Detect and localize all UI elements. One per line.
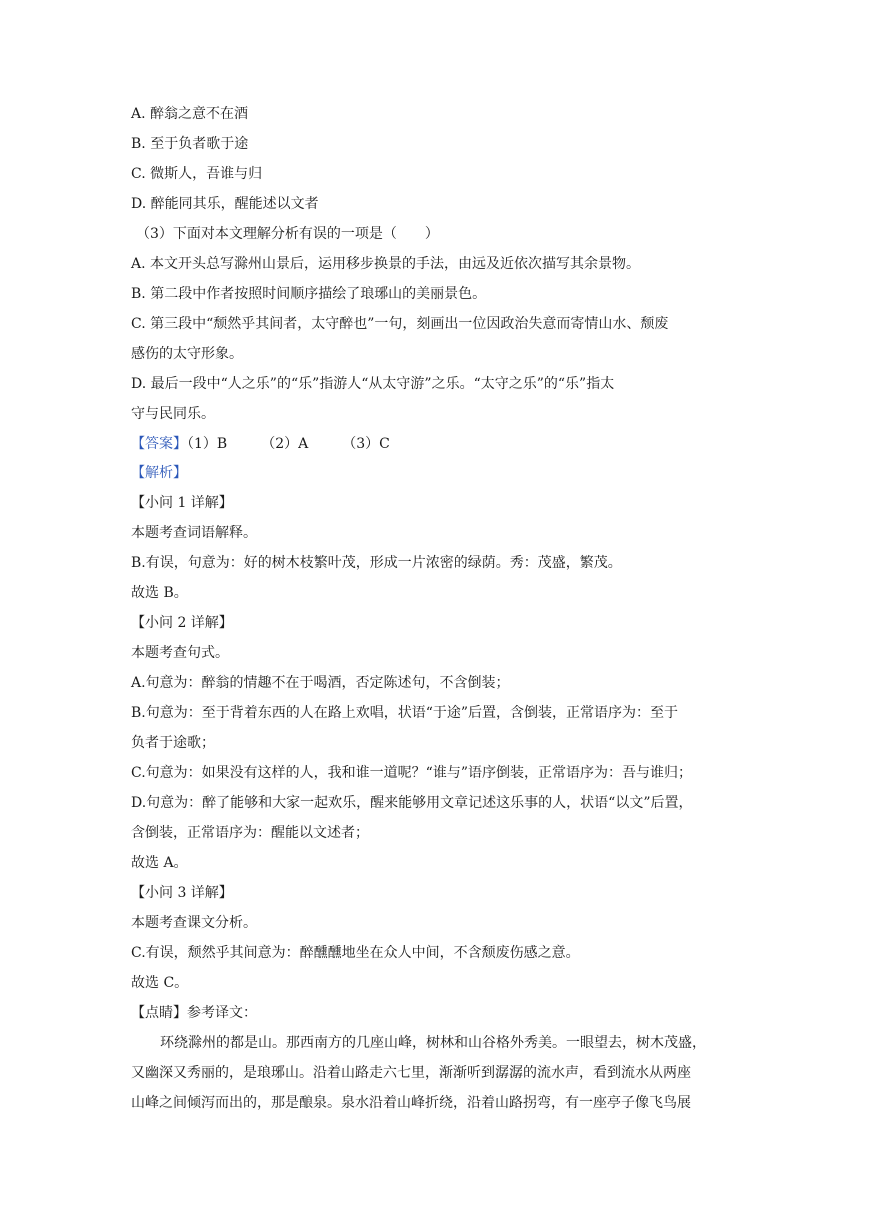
q3-option-c: C. 第三段中“颓然乎其间者，太守醉也”一句，刻画出一位因政治失意而寄情山水、颓废 (131, 316, 669, 332)
sub1-heading: 【小问 1 详解】 (131, 495, 233, 511)
sub2-line: C.句意为：如果没有这样的人，我和谁一道呢？“谁与”语序倒装，正常语序为：吾与谁归； (131, 765, 692, 781)
sub3-line: 本题考查课文分析。 (131, 915, 257, 931)
sub2-line: D.句意为：醉了能够和大家一起欢乐，醒来能够用文章记述这乐事的人，状语“以文”后置， (131, 795, 693, 811)
sub2-line: 含倒装，正常语序为：醒能以文述者； (131, 825, 369, 841)
sub1-line: 故选 B。 (131, 585, 188, 601)
q3-option-a: A. 本文开头总写滁州山景后，运用移步换景的手法，由远及近依次描写其余景物。 (131, 256, 641, 272)
sub2-heading: 【小问 2 详解】 (131, 615, 233, 631)
analysis-label: 【解析】 (131, 465, 187, 481)
sub1-line: B.有误，句意为：好的树木枝繁叶茂，形成一片浓密的绿荫。秀：茂盛，繁茂。 (131, 555, 622, 571)
translation-line: 环绕滁州的都是山。那西南方的几座山峰，树林和山谷格外秀美。一眼望去，树木茂盛， (160, 1035, 706, 1051)
sub3-line: 故选 C。 (131, 975, 189, 991)
q3-stem: （3）下面对本文理解分析有误的一项是（ ） (136, 226, 439, 242)
sub2-line: B.句意为：至于背着东西的人在路上欢唱，状语“于途”后置，含倒装，正常语序为：至于 (131, 705, 679, 721)
q3-option-b: B. 第二段中作者按照时间顺序描绘了琅琊山的美丽景色。 (131, 286, 487, 302)
q3-option-c-cont: 感伤的太守形象。 (131, 346, 243, 362)
q2-option-a: A. 醉翁之意不在酒 (131, 106, 249, 122)
sub1-line: 本题考查词语解释。 (131, 525, 257, 541)
q3-option-d: D. 最后一段中“人之乐”的“乐”指游人“从太守游”之乐。“太守之乐”的“乐”指太 (131, 376, 615, 392)
answer-item: （3）C (342, 436, 390, 452)
q3-option-d-cont: 守与民同乐。 (131, 406, 215, 422)
translation-heading: 【点睛】参考译文： (131, 1005, 257, 1021)
answer-item: （2）A (261, 436, 309, 452)
sub3-line: C.有误，颓然乎其间意为：醉醺醺地坐在众人中间，不含颓废伤感之意。 (131, 945, 580, 961)
q2-option-c: C. 微斯人，吾谁与归 (131, 166, 263, 182)
sub2-line: 负者于途歌； (131, 735, 215, 751)
sub2-line: 本题考查句式。 (131, 645, 229, 661)
sub2-line: A.句意为：醉翁的情趣不在于喝酒，否定陈述句，不含倒装； (131, 675, 510, 691)
answer-label: 【答案】 (131, 436, 187, 452)
translation-line: 山峰之间倾泻而出的，那是酿泉。泉水沿着山峰折绕，沿着山路拐弯，有一座亭子像飞鸟展 (131, 1095, 691, 1111)
sub3-heading: 【小问 3 详解】 (131, 885, 233, 901)
sub2-line: 故选 A。 (131, 855, 188, 871)
translation-line: 又幽深又秀丽的，是琅琊山。沿着山路走六七里，渐渐听到潺潺的流水声，看到流水从两座 (131, 1065, 691, 1081)
answer-item: （1）B (187, 436, 228, 452)
q2-option-b: B. 至于负者歌于途 (131, 136, 249, 152)
answer-line (131, 434, 741, 454)
q2-option-d: D. 醉能同其乐，醒能述以文者 (131, 196, 319, 212)
